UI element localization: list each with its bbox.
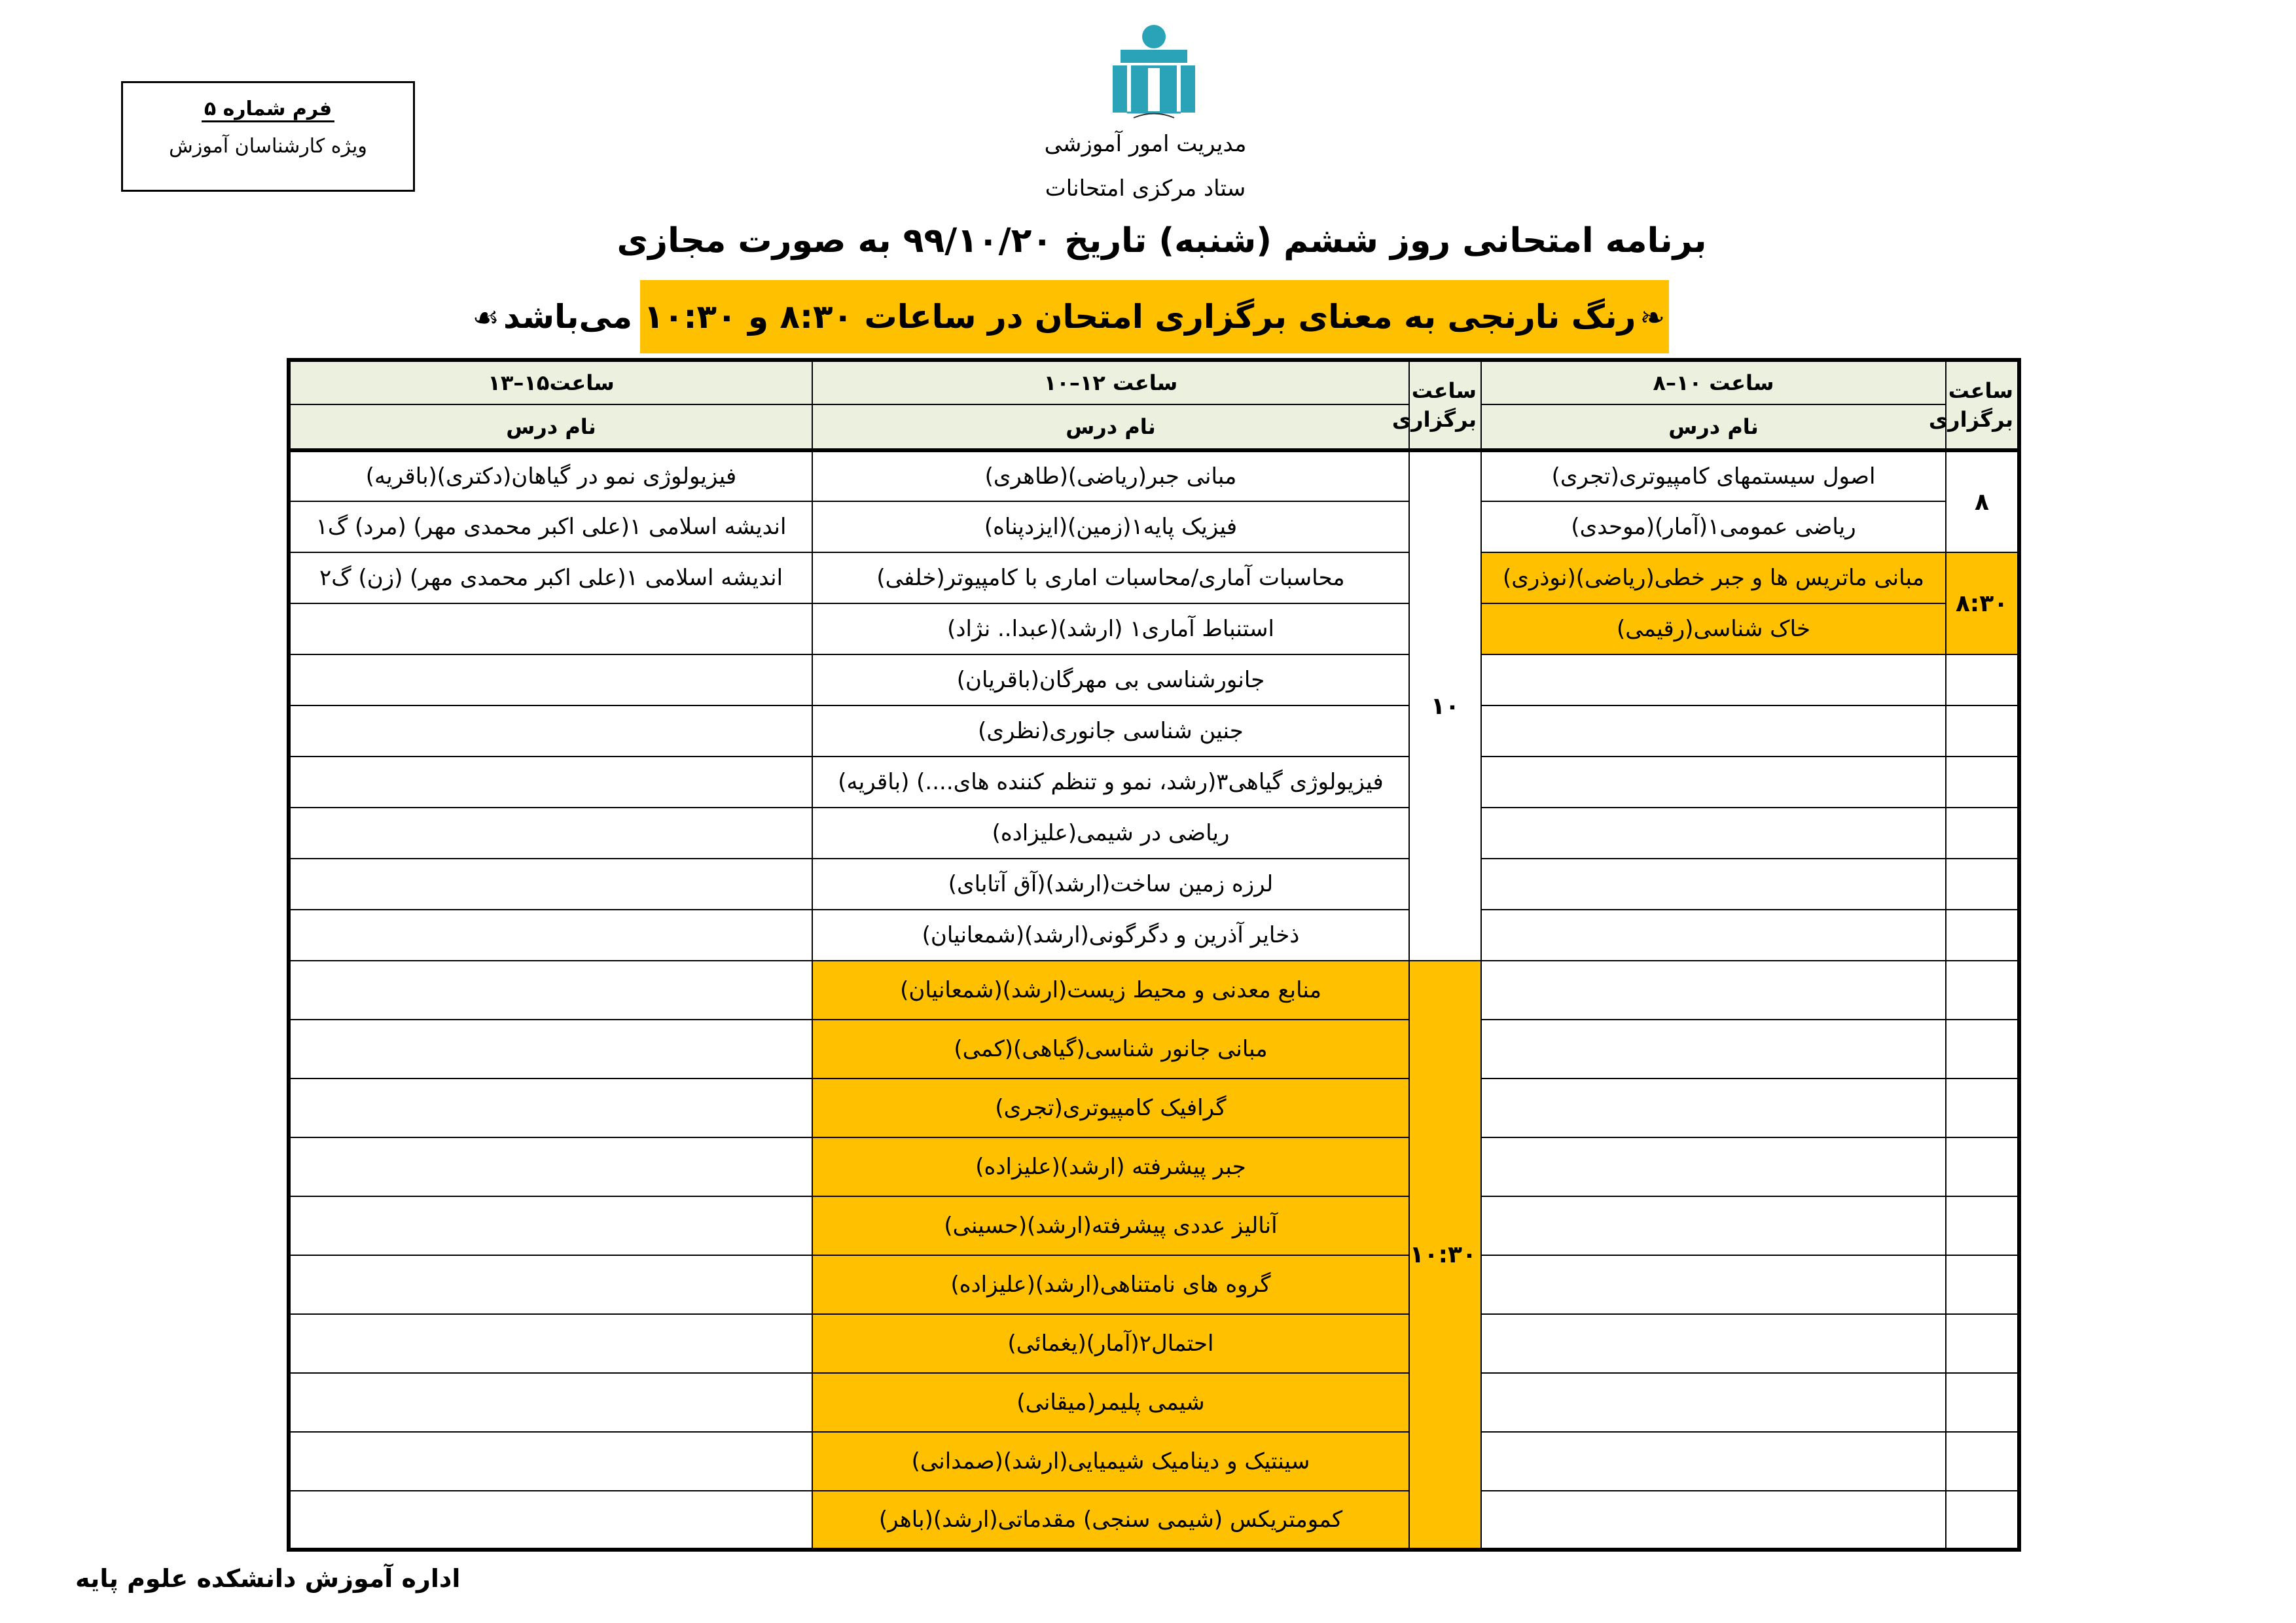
table-cell <box>1481 1079 1946 1137</box>
table-cell: لرزه زمین ساخت(ارشد)(آق آتابای) <box>812 859 1409 910</box>
table-cell: کمومتریکس (شیمی سنجی) مقدماتی(ارشد)(باهر) <box>812 1491 1409 1550</box>
ornament-left-icon: ❧ <box>1640 300 1665 335</box>
time-cell: ۱۰ <box>1409 450 1481 961</box>
table-cell <box>289 1255 812 1314</box>
slot-10-12-header: ساعت ۱۲–۱۰ <box>812 360 1409 404</box>
table-cell <box>1946 1491 2019 1550</box>
table-cell <box>1481 1255 1946 1314</box>
table-cell: جبر پیشرفته (ارشد)(علیزاده) <box>812 1137 1409 1196</box>
form-number: فرم شماره ۵ <box>202 98 334 122</box>
table-cell <box>289 961 812 1020</box>
table-cell <box>289 1137 812 1196</box>
table-cell <box>289 859 812 910</box>
table-cell: اندیشه اسلامی ۱(علی اکبر محمدی مهر) (زن) گ۲ <box>289 552 812 603</box>
table-cell <box>289 1079 812 1137</box>
course-name-header: نام درس <box>812 404 1409 450</box>
table-cell <box>1946 1137 2019 1196</box>
table-cell <box>1946 654 2019 705</box>
table-cell <box>1946 705 2019 757</box>
form-subtitle: ویژه کارشناسان آموزش <box>169 135 367 158</box>
course-name-header: نام درس <box>1481 404 1946 450</box>
table-cell: گروه های نامتناهی(ارشد)(علیزاده) <box>812 1255 1409 1314</box>
legend-text: رنگ نارنجی به معنای برگزاری امتحان در ساعات ۸:۳۰ و ۱۰:۳۰ می‌باشد <box>503 298 1636 336</box>
table-cell: فیزیولوژی نمو در گیاهان(دکتری)(باقریه) <box>289 450 812 501</box>
table-cell <box>1946 961 2019 1020</box>
table-cell <box>289 1314 812 1373</box>
header-management: مدیریت امور آموزشی <box>1044 131 1247 157</box>
time-cell: ۱۰:۳۰ <box>1409 961 1481 1550</box>
exam-schedule-table <box>287 358 2021 1552</box>
slot-8-10-header: ساعت ۱۰–۸ <box>1481 360 1946 404</box>
table-cell: جانورشناسی بی مهرگان(باقریان) <box>812 654 1409 705</box>
table-cell: مبانی ماتریس ها و جبر خطی(ریاضی)(نوذری) <box>1481 552 1946 603</box>
table-cell <box>289 1196 812 1255</box>
page-title: برنامه امتحانی روز ششم (شنبه) تاریخ ۹۹/۱۰/۲۰ به صورت مجازی <box>617 221 1707 260</box>
table-cell: جنین شناسی جانوری(نظری) <box>812 705 1409 757</box>
table-cell <box>289 1432 812 1491</box>
table-cell <box>1481 808 1946 859</box>
table-cell: محاسبات آماری/محاسبات اماری با کامپیوتر(خلفی) <box>812 552 1409 603</box>
table-cell <box>289 1020 812 1079</box>
header-exam-center: ستاد مرکزی امتحانات <box>1045 175 1246 202</box>
table-cell: فیزیولوژی گیاهی۳(رشد، نمو و تنظم کننده های....) (باقریه) <box>812 757 1409 808</box>
table-cell <box>1946 1020 2019 1079</box>
slot-13-15-header: ساعت۱۵–۱۳ <box>289 360 812 404</box>
table-cell: منابع معدنی و محیط زیست(ارشد)(شمعانیان) <box>812 961 1409 1020</box>
table-cell <box>289 705 812 757</box>
table-cell: مبانی جبر(ریاضی)(طاهری) <box>812 450 1409 501</box>
table-cell <box>1481 961 1946 1020</box>
table-cell <box>1481 1020 1946 1079</box>
table-cell <box>1946 1432 2019 1491</box>
table-cell: فیزیک پایه۱(زمین)(ایزدپناه) <box>812 501 1409 552</box>
table-cell <box>1481 757 1946 808</box>
table-cell <box>1481 1137 1946 1196</box>
table-cell <box>1946 1255 2019 1314</box>
legend-banner <box>472 280 1669 353</box>
footer-department: اداره آموزش دانشکده علوم پایه <box>75 1564 461 1593</box>
ornament-right-icon: ☙ <box>472 300 499 335</box>
form-number-box <box>121 81 415 192</box>
time-label-header: ساعت برگزاری <box>1409 360 1481 450</box>
table-cell <box>1946 1079 2019 1137</box>
table-cell: خاک شناسی(رقیمی) <box>1481 603 1946 654</box>
table-cell <box>1946 1373 2019 1432</box>
table-cell <box>1481 1432 1946 1491</box>
table-cell: استنباط آماری۱ (ارشد)(عبدا.. نژاد) <box>812 603 1409 654</box>
time-cell: ۸ <box>1946 450 2019 552</box>
table-cell <box>1946 910 2019 961</box>
table-cell <box>1946 808 2019 859</box>
table-cell <box>1946 757 2019 808</box>
table-cell: ریاضی عمومی۱(آمار)(موحدی) <box>1481 501 1946 552</box>
table-cell: ریاضی در شیمی(علیزاده) <box>812 808 1409 859</box>
table-cell: شیمی پلیمر(میقانی) <box>812 1373 1409 1432</box>
table-cell: گرافیک کامپیوتری(تجری) <box>812 1079 1409 1137</box>
table-cell: اندیشه اسلامی ۱(علی اکبر محمدی مهر) (مرد) گ۱ <box>289 501 812 552</box>
time-cell: ۸:۳۰ <box>1946 552 2019 654</box>
table-cell: سینتیک و دینامیک شیمیایی(ارشد)(صمدانی) <box>812 1432 1409 1491</box>
table-cell <box>289 757 812 808</box>
table-cell <box>1946 1314 2019 1373</box>
table-cell <box>1946 1196 2019 1255</box>
table-cell: آنالیز عددی پیشرفته(ارشد)(حسینی) <box>812 1196 1409 1255</box>
table-cell <box>1481 1491 1946 1550</box>
table-cell <box>1481 654 1946 705</box>
course-name-header: نام درس <box>289 404 812 450</box>
time-label-header: ساعت برگزاری <box>1946 360 2019 450</box>
table-cell <box>1946 859 2019 910</box>
table-cell <box>1481 1314 1946 1373</box>
table-cell <box>289 1373 812 1432</box>
table-cell: احتمال۲(آمار)(یغمائی) <box>812 1314 1409 1373</box>
table-cell: اصول سیستمهای کامپیوتری(تجری) <box>1481 450 1946 501</box>
university-logo <box>1107 21 1200 122</box>
table-cell <box>1481 705 1946 757</box>
table-cell <box>289 654 812 705</box>
table-cell: مبانی جانور شناسی(گیاهی)(کمی) <box>812 1020 1409 1079</box>
table-cell <box>289 808 812 859</box>
table-cell <box>1481 859 1946 910</box>
table-cell <box>289 1491 812 1550</box>
table-cell <box>1481 910 1946 961</box>
table-cell <box>1481 1196 1946 1255</box>
table-cell: ذخایر آذرین و دگرگونی(ارشد)(شمعانیان) <box>812 910 1409 961</box>
table-cell <box>289 910 812 961</box>
table-cell <box>1481 1373 1946 1432</box>
table-cell <box>289 603 812 654</box>
